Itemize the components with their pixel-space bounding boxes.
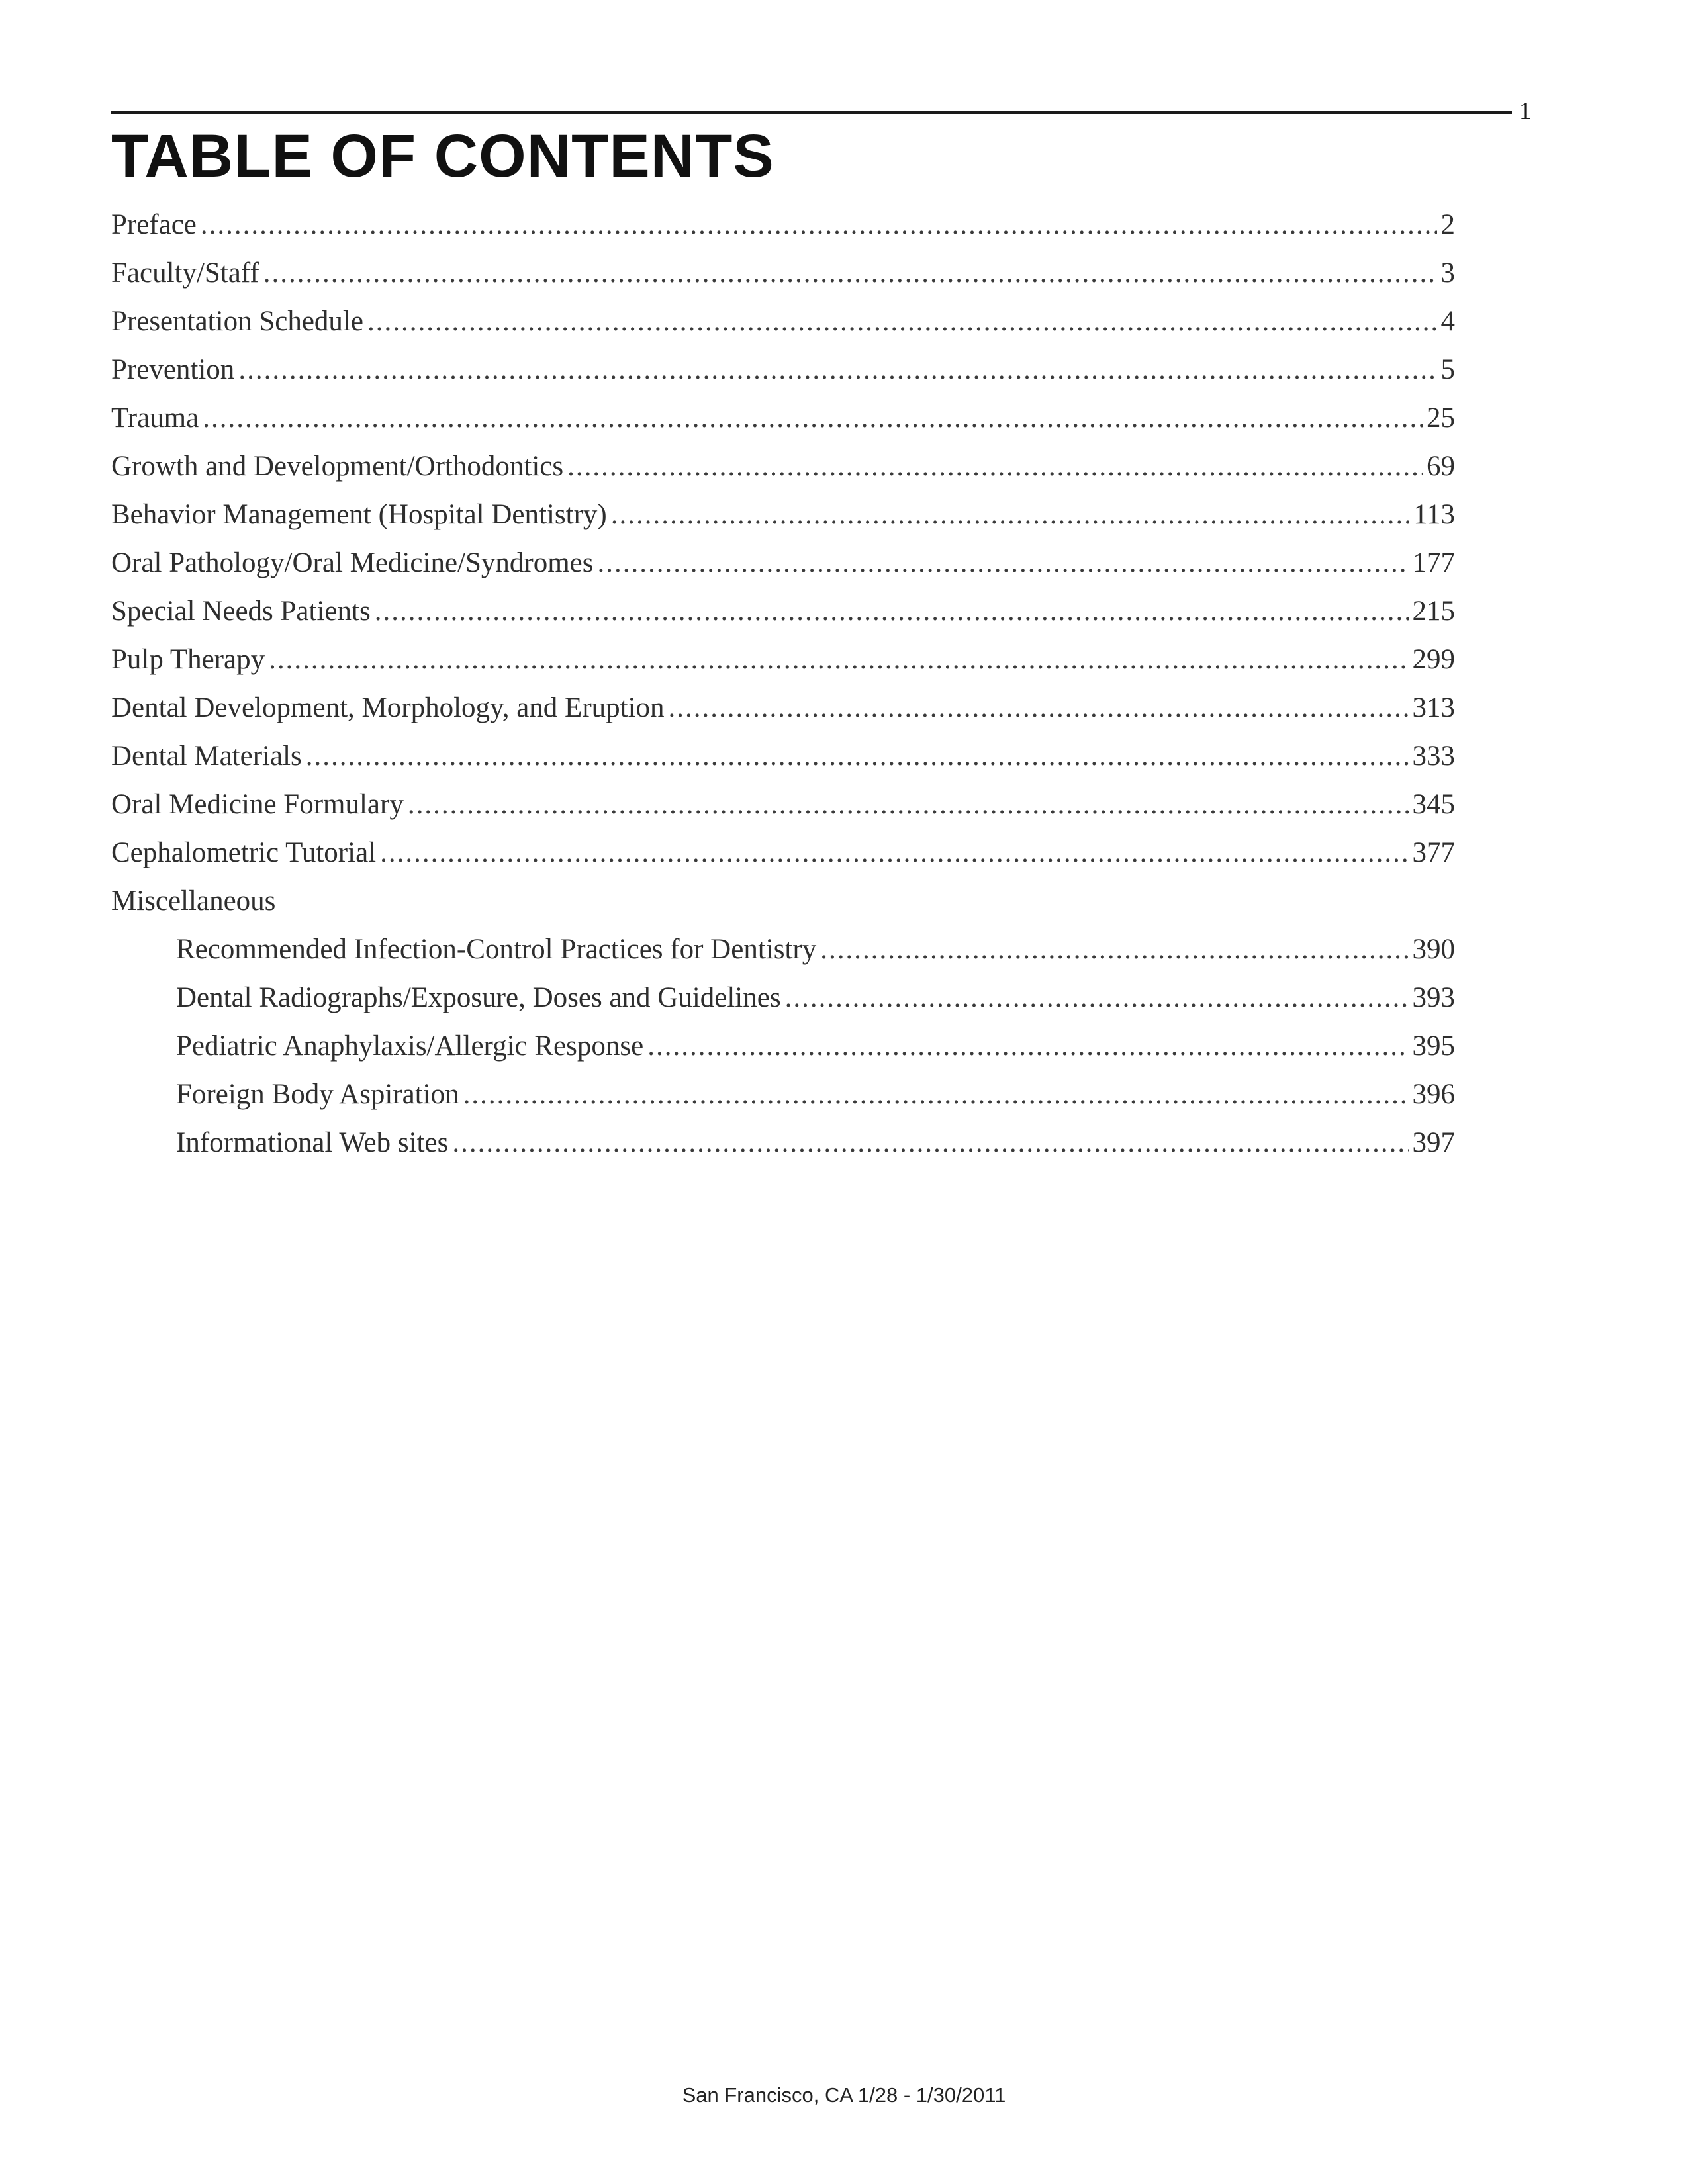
toc-entry-page: 177 [1412,547,1455,578]
page-title: TABLE OF CONTENTS [111,122,774,190]
toc-entry-page: 3 [1440,257,1455,289]
toc-entry-label: Dental Materials [111,741,302,772]
toc-entry-label: Trauma [111,402,199,433]
dot-leader [380,829,1408,877]
dot-leader [201,201,1437,249]
header-rule [111,111,1512,114]
dot-leader [463,1070,1409,1118]
page-number: 1 [1519,97,1532,125]
toc-entry-pulp-therapy[interactable] [111,635,1455,684]
toc-entry-page: 215 [1412,596,1455,627]
toc-entry-label: Recommended Infection-Control Practices for Dentistry [176,934,817,965]
toc-entry-label: Informational Web sites [176,1127,449,1158]
toc-entry-page: 333 [1412,741,1455,772]
toc-entry-behavior-management[interactable] [111,490,1455,539]
toc-entry-label: Faculty/Staff [111,257,259,289]
toc-entry-informational-web-sites[interactable] [111,1118,1455,1167]
toc-entry-foreign-body-aspiration[interactable] [111,1070,1455,1118]
toc-entry-oral-pathology[interactable] [111,539,1455,587]
toc-entry-label: Oral Medicine Formulary [111,789,404,820]
toc-entry-dental-development[interactable] [111,684,1455,732]
dot-leader [647,1022,1408,1070]
toc-entry-label: Growth and Development/Orthodontics [111,451,564,482]
toc-entry-label: Preface [111,209,197,240]
toc-entry-label: Special Needs Patients [111,596,371,627]
toc-entry-label: Behavior Management (Hospital Dentistry) [111,499,607,530]
toc-entry-page: 4 [1440,306,1455,337]
toc-entry-page: 377 [1412,837,1455,868]
toc-entry-page: 396 [1412,1079,1455,1110]
dot-leader [669,684,1409,732]
toc-entry-page: 69 [1427,451,1455,482]
page-footer: San Francisco, CA 1/28 - 1/30/2011 [682,2083,1006,2107]
dot-leader [375,587,1409,635]
toc-entry-page: 395 [1412,1030,1455,1062]
toc-entry-page: 5 [1440,354,1455,385]
toc-entry-cephalometric-tutorial[interactable] [111,829,1455,877]
dot-leader [306,732,1409,780]
dot-leader [452,1118,1408,1167]
dot-leader [820,925,1408,974]
toc-entry-label: Oral Pathology/Oral Medicine/Syndromes [111,547,594,578]
toc-entry-pediatric-anaphylaxis[interactable] [111,1022,1455,1070]
toc-entry-oral-medicine-formulary[interactable] [111,780,1455,829]
toc-entry-label: Pulp Therapy [111,644,265,675]
toc-entry-page: 113 [1413,499,1455,530]
toc-entry-label: Pediatric Anaphylaxis/Allergic Response [176,1030,644,1062]
toc-entry-growth-development[interactable] [111,442,1455,490]
dot-leader [785,974,1409,1022]
toc-entry-infection-control[interactable] [111,925,1455,974]
toc-entry-presentation-schedule[interactable] [111,297,1455,345]
toc-entry-page: 2 [1440,209,1455,240]
dot-leader [611,490,1409,539]
dot-leader [269,635,1408,684]
dot-leader [203,394,1423,442]
toc-entry-trauma[interactable] [111,394,1455,442]
toc-entry-label: Prevention [111,354,235,385]
toc-entry-dental-materials[interactable] [111,732,1455,780]
toc-entry-label: Cephalometric Tutorial [111,837,377,868]
toc-entry-page: 393 [1412,982,1455,1013]
toc-entry-label: Foreign Body Aspiration [176,1079,459,1110]
dot-leader [367,297,1437,345]
toc-entry-page: 25 [1427,402,1455,433]
toc-entry-special-needs[interactable] [111,587,1455,635]
toc-entry-page: 299 [1412,644,1455,675]
dot-leader [597,539,1408,587]
toc-entry-page: 397 [1412,1127,1455,1158]
toc-entry-prevention[interactable] [111,345,1455,394]
toc-entry-page: 390 [1412,934,1455,965]
toc-entry-label: Dental Development, Morphology, and Eruption [111,692,665,723]
dot-leader [567,442,1423,490]
toc-entry-page: 345 [1412,789,1455,820]
toc-entry-preface[interactable] [111,201,1455,249]
table-of-contents [111,201,1455,1167]
toc-entry-label: Dental Radiographs/Exposure, Doses and Guidelines [176,982,781,1013]
dot-leader [238,345,1436,394]
toc-entry-label: Presentation Schedule [111,306,363,337]
toc-entry-dental-radiographs[interactable] [111,974,1455,1022]
dot-leader [263,249,1437,297]
toc-entry-faculty-staff[interactable] [111,249,1455,297]
toc-entry-page: 313 [1412,692,1455,723]
dot-leader [408,780,1409,829]
toc-section-miscellaneous: Miscellaneous [111,886,276,917]
